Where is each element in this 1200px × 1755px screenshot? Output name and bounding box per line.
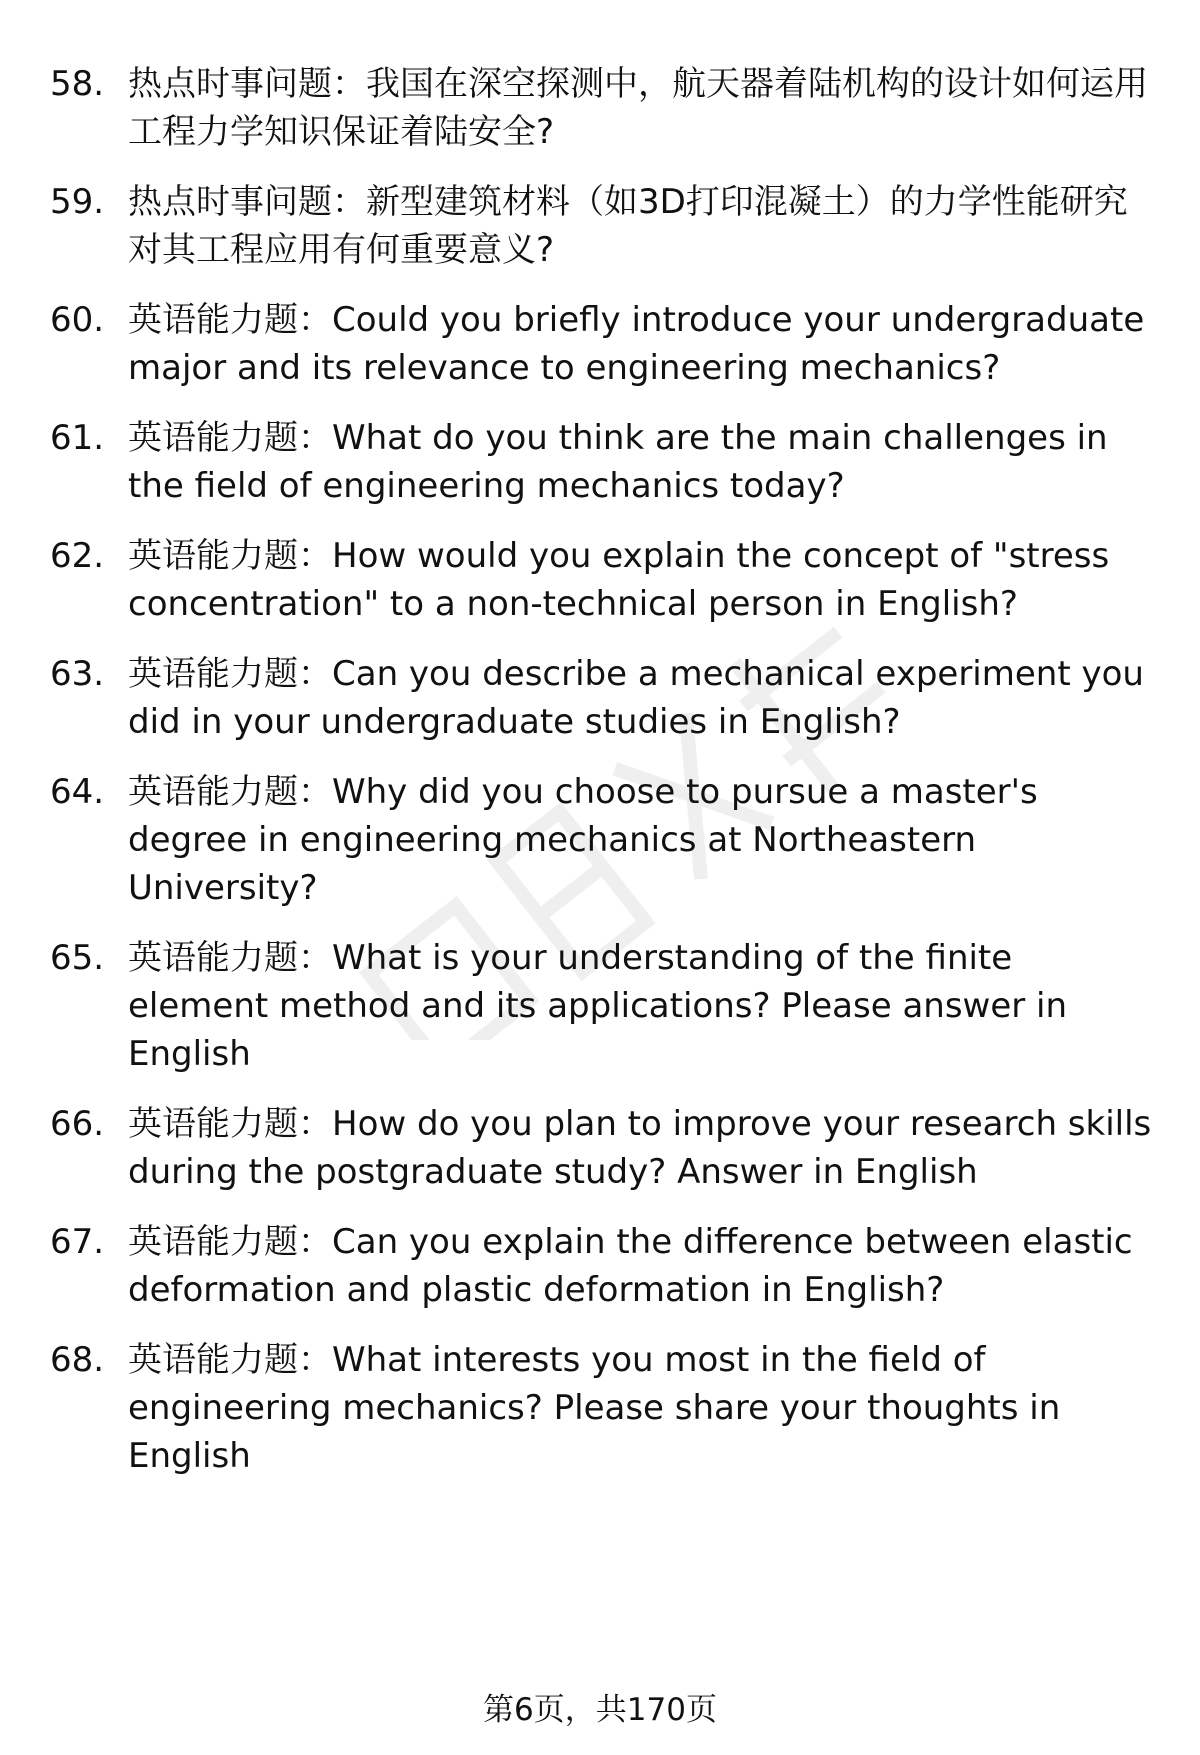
question-number: 58. xyxy=(50,64,105,104)
question-text: 英语能力题：What interests you most in the field of engineering mechanics? Please share your thoughts in English xyxy=(128,1340,1061,1476)
question-item xyxy=(50,532,1160,628)
question-text: 热点时事问题：我国在深空探测中，航天器着陆机构的设计如何运用工程力学知识保证着陆安全? xyxy=(128,64,1148,152)
question-list xyxy=(50,60,1160,1480)
question-item xyxy=(50,60,1160,156)
question-item xyxy=(50,768,1160,912)
question-number: 59. xyxy=(50,182,105,222)
question-number: 61. xyxy=(50,418,105,458)
question-number: 65. xyxy=(50,938,105,978)
question-text: 热点时事问题：新型建筑材料（如3D打印混凝土）的力学性能研究对其工程应用有何重要意义? xyxy=(128,182,1128,270)
question-number: 62. xyxy=(50,536,105,576)
question-text: 英语能力题：What do you think are the main challenges in the field of engineering mechanics today? xyxy=(128,418,1108,506)
question-text: 英语能力题：Why did you choose to pursue a master's degree in engineering mechanics at Northeastern University? xyxy=(128,772,1038,908)
question-text: 英语能力题：Could you briefly introduce your undergraduate major and its relevance to engineering mechanics? xyxy=(128,300,1145,388)
question-text: 英语能力题：How do you plan to improve your research skills during the postgraduate study? Answer in English xyxy=(128,1104,1152,1192)
question-number: 66. xyxy=(50,1104,105,1144)
question-text: 英语能力题：How would you explain the concept of "stress concentration" to a non-technical person in English? xyxy=(128,536,1110,624)
page-number-footer: 第6页，共170页 xyxy=(483,1692,717,1728)
question-number: 67. xyxy=(50,1222,105,1262)
question-text: 英语能力题：What is your understanding of the finite element method and its applications? Please answer in English xyxy=(128,938,1068,1074)
question-item xyxy=(50,1336,1160,1480)
question-item xyxy=(50,650,1160,746)
question-number: 63. xyxy=(50,654,105,694)
question-number: 60. xyxy=(50,300,105,340)
question-number: 64. xyxy=(50,772,105,812)
question-item xyxy=(50,1218,1160,1314)
question-item xyxy=(50,178,1160,274)
question-item xyxy=(50,934,1160,1078)
question-number: 68. xyxy=(50,1340,105,1380)
question-item xyxy=(50,296,1160,392)
question-text: 英语能力题：Can you explain the difference between elastic deformation and plastic deformation in English? xyxy=(128,1222,1133,1310)
question-text: 英语能力题：Can you describe a mechanical experiment you did in your undergraduate studies in English? xyxy=(128,654,1144,742)
question-item xyxy=(50,414,1160,510)
question-item xyxy=(50,1100,1160,1196)
